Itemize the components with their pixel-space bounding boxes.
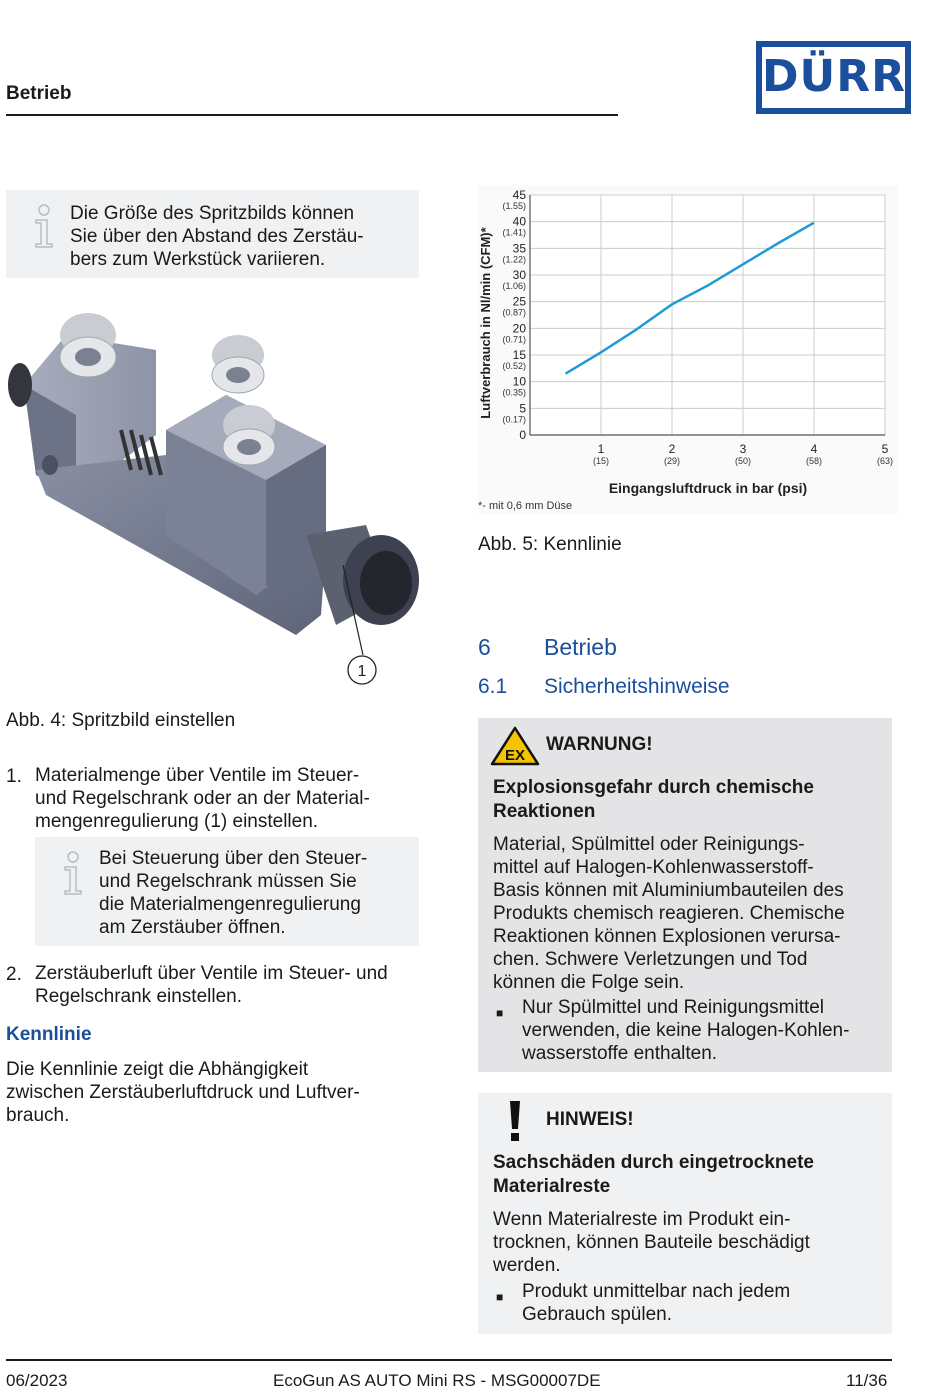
info-box-control [35, 837, 419, 946]
figure5-caption: Abb. 5: Kennlinie [478, 534, 622, 555]
hint-line: Wenn Materialreste im Produkt ein- [493, 1209, 791, 1230]
header-rule [6, 114, 618, 116]
info-line: Bei Steuerung über den Steuer- [99, 848, 368, 869]
kennlinie-line: Die Kennlinie zeigt die Abhängigkeit [6, 1059, 309, 1080]
y-tick-label: 5 [519, 401, 526, 416]
warning-bullet-line: wasserstoffe enthalten. [522, 1043, 718, 1064]
hint-line: werden. [493, 1255, 561, 1276]
y-tick-sublabel: (1.55) [502, 201, 526, 211]
kennlinie-chart [478, 185, 898, 515]
chart-grid [530, 195, 885, 435]
chart-footnote: *- mit 0,6 mm Düse [478, 500, 573, 512]
y-tick-sublabel: (0.87) [502, 307, 526, 318]
info-box-spray-size [6, 190, 419, 278]
figure4-caption: Abb. 4: Spritzbild einstellen [6, 710, 236, 731]
warning-subtitle-line: Reaktionen [493, 801, 596, 822]
adjustment-knob [306, 525, 419, 625]
warning-box [478, 718, 892, 1072]
step-text [35, 962, 388, 1008]
y-tick-sublabel: (1.41) [502, 227, 526, 238]
info-icon [61, 851, 83, 895]
x-tick-label: 2 [668, 442, 676, 456]
warning-line: Produkts chemisch reagieren. Chemische [493, 903, 845, 924]
step-line: Materialmenge über Ventile im Steuer- [35, 765, 360, 786]
y-tick-label: 25 [512, 294, 526, 309]
y-tick-sublabel: (0.52) [502, 361, 526, 371]
footer-date: 06/2023 [6, 1371, 68, 1390]
y-tick-sublabel: (0.71) [502, 334, 526, 345]
spray-gun-illustration [6, 295, 420, 690]
warning-bullet [493, 996, 883, 1065]
hint-subtitle [493, 1151, 814, 1199]
hint-bullet [493, 1280, 883, 1326]
warning-line: Reaktionen können Explosionen verursa- [493, 926, 841, 947]
step-line: Regelschrank einstellen. [35, 986, 243, 1007]
explosion-warning-icon [490, 726, 540, 766]
fitting-right [223, 405, 275, 465]
step-line: Zerstäuberluft über Ventile im Steuer- und [35, 963, 388, 984]
x-tick-label: 1 [597, 442, 605, 456]
x-tick-sublabel: (15) [592, 456, 610, 466]
warning-line: chen. Schwere Verletzungen und Tod [493, 949, 808, 970]
hint-title: HINWEIS! [546, 1109, 634, 1130]
x-tick-label: 5 [881, 442, 889, 456]
exclamation-icon [508, 1101, 522, 1143]
y-tick-label: 15 [512, 348, 526, 362]
callout-label: 1 [357, 663, 367, 680]
bullet-square-icon: ■ [496, 1290, 504, 1304]
warning-line: mittel auf Halogen-Kohlenwasserstoff- [493, 857, 814, 878]
y-tick-label: 40 [512, 214, 526, 229]
hint-text [493, 1208, 810, 1277]
hint-bullet-line: Produkt unmittelbar nach jedem [522, 1281, 791, 1302]
step-text [35, 764, 370, 833]
section-title: Betrieb [544, 634, 617, 660]
y-tick-label: 30 [512, 268, 526, 282]
warning-title: WARNUNG! [546, 734, 653, 755]
info-line: Die Größe des Spritzbilds können [70, 203, 355, 224]
hint-subtitle-line: Sachschäden durch eingetrocknete [493, 1152, 814, 1173]
x-tick-sublabel: (50) [734, 456, 752, 466]
y-tick-label: 35 [512, 241, 526, 256]
x-tick-label: 4 [810, 442, 818, 456]
info-line: und Regelschrank müssen Sie [99, 871, 357, 892]
hint-subtitle-line: Materialreste [493, 1176, 611, 1197]
x-tick-sublabel: (29) [663, 456, 681, 466]
x-tick-sublabel: (58) [805, 456, 823, 466]
logo-text: DÜRR [762, 51, 907, 102]
warning-line: können die Folge sein. [493, 972, 685, 993]
duerr-logo [756, 41, 911, 114]
footer-doc-title: EcoGun AS AUTO Mini RS - MSG00007DE [273, 1371, 601, 1390]
info-icon [32, 204, 54, 248]
warning-bullet-line: verwenden, die keine Halogen-Kohlen- [522, 1020, 850, 1041]
kennlinie-heading: Kennlinie [6, 1024, 92, 1045]
info-text [99, 847, 367, 939]
hint-bullet-line: Gebrauch spülen. [522, 1304, 672, 1325]
hint-box [478, 1093, 892, 1334]
info-line: bers zum Werkstück variieren. [70, 249, 326, 270]
ex-label: EX [504, 747, 526, 764]
footer-rule [6, 1359, 892, 1361]
y-tick-sublabel: (1.22) [502, 254, 526, 265]
warning-bullet-line: Nur Spülmittel und Reinigungsmittel [522, 997, 825, 1018]
warning-text [493, 833, 845, 994]
fitting-mid [212, 335, 264, 393]
footer-page: 11/36 [846, 1371, 888, 1390]
y-tick-sublabel: (0.17) [502, 414, 526, 425]
hint-line: trocknen, können Bauteile beschädigt [493, 1232, 810, 1253]
chart-x-label: Eingangsluftdruck in bar (psi) [608, 480, 808, 496]
info-line: die Materialmengenregulierung [99, 894, 361, 915]
y-tick-label: 10 [512, 374, 526, 389]
section-number: 6 [478, 634, 491, 660]
warning-line: Material, Spülmittel oder Reinigungs- [493, 834, 805, 855]
warning-line: Basis können mit Aluminiumbauteilen des [493, 880, 844, 901]
plot-area [530, 195, 885, 435]
info-line: Sie über den Abstand des Zerstäu- [70, 226, 364, 247]
info-line: am Zerstäuber öffnen. [99, 917, 286, 938]
warning-subtitle-line: Explosionsgefahr durch chemische [493, 777, 814, 798]
kennlinie-line: zwischen Zerstäuberluftdruck und Luftver- [6, 1082, 360, 1103]
chart-y-label: Luftverbrauch in Nl/min (CFM)* [478, 227, 493, 419]
y-tick-label: 0 [519, 428, 526, 442]
step-line: und Regelschrank oder an der Material- [35, 788, 370, 809]
x-tick-label: 3 [739, 442, 747, 456]
info-text [70, 202, 364, 271]
y-tick-label: 45 [512, 188, 526, 202]
step-number: 1. [6, 766, 22, 787]
subsection-number: 6.1 [478, 675, 508, 698]
y-tick-sublabel: (0.35) [502, 387, 526, 398]
step-line: mengenregulierung (1) einstellen. [35, 811, 319, 832]
fitting-left [60, 313, 116, 377]
warning-subtitle [493, 776, 814, 824]
kennlinie-text [6, 1058, 360, 1127]
subsection-title: Sicherheitshinweise [544, 675, 730, 698]
y-tick-label: 20 [512, 321, 526, 336]
kennlinie-line: brauch. [6, 1105, 70, 1126]
step-number: 2. [6, 964, 22, 985]
bullet-square-icon: ■ [496, 1006, 504, 1020]
header-title: Betrieb [6, 83, 72, 104]
y-tick-sublabel: (1.06) [502, 281, 526, 291]
x-tick-sublabel: (63) [876, 456, 894, 466]
